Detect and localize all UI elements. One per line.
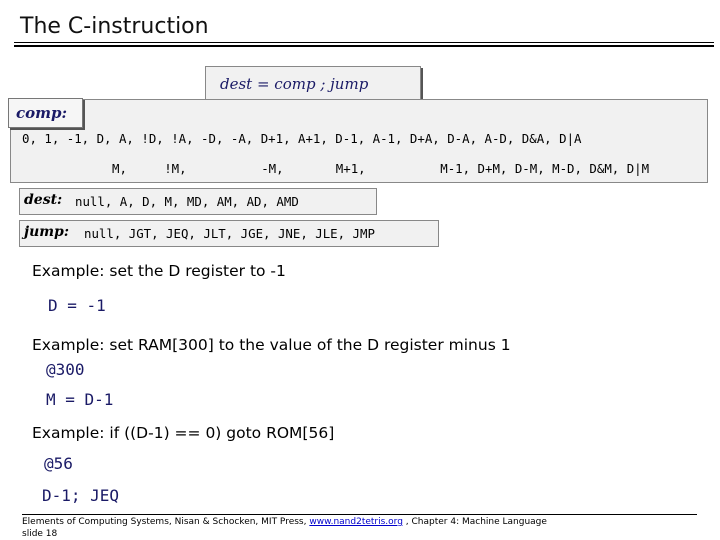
example-caption-1: Example: set the D register to -1: [32, 262, 286, 280]
comp-values-m: M, !M, -M, M+1, M-1, D+M, D-M, M-D, D&M, D|M: [112, 161, 650, 176]
example-code-2-line-1: @300: [46, 360, 85, 379]
example-code-3-line-2: D-1; JEQ: [42, 486, 120, 505]
footer-divider: [22, 514, 697, 515]
example-code-1-line-1: D = -1: [48, 296, 106, 315]
example-code-2-line-2: M = D-1: [46, 390, 114, 409]
jump-label: jump:: [24, 224, 70, 240]
example-caption-3: Example: if ((D-1) == 0) goto ROM[56]: [32, 424, 335, 442]
syntax-formula: dest = comp ; jump: [220, 75, 369, 93]
comp-values-a: 0, 1, -1, D, A, !D, !A, -D, -A, D+1, A+1, D-1, A-1, D+A, D-A, A-D, D&A, D|A: [22, 131, 582, 146]
footer-citation-text: Elements of Computing Systems, Nisan & Schocken, MIT Press,: [22, 517, 310, 527]
slide-number: slide 18: [22, 529, 58, 539]
dest-values: null, A, D, M, MD, AM, AD, AMD: [75, 194, 299, 209]
example-caption-2: Example: set RAM[300] to the value of the D register minus 1: [32, 336, 511, 354]
comp-label: comp:: [16, 104, 68, 122]
jump-values: null, JGT, JEQ, JLT, JGE, JNE, JLE, JMP: [84, 226, 375, 241]
footer-link[interactable]: www.nand2tetris.org: [309, 517, 403, 527]
dest-label: dest:: [24, 192, 63, 208]
title-divider-thick: [14, 45, 714, 47]
footer-chapter: , Chapter 4: Machine Language: [402, 517, 547, 527]
footer-citation: [22, 517, 547, 527]
page-title: The C-instruction: [20, 14, 209, 39]
example-code-3-line-1: @56: [44, 454, 73, 473]
title-divider: [14, 42, 714, 43]
